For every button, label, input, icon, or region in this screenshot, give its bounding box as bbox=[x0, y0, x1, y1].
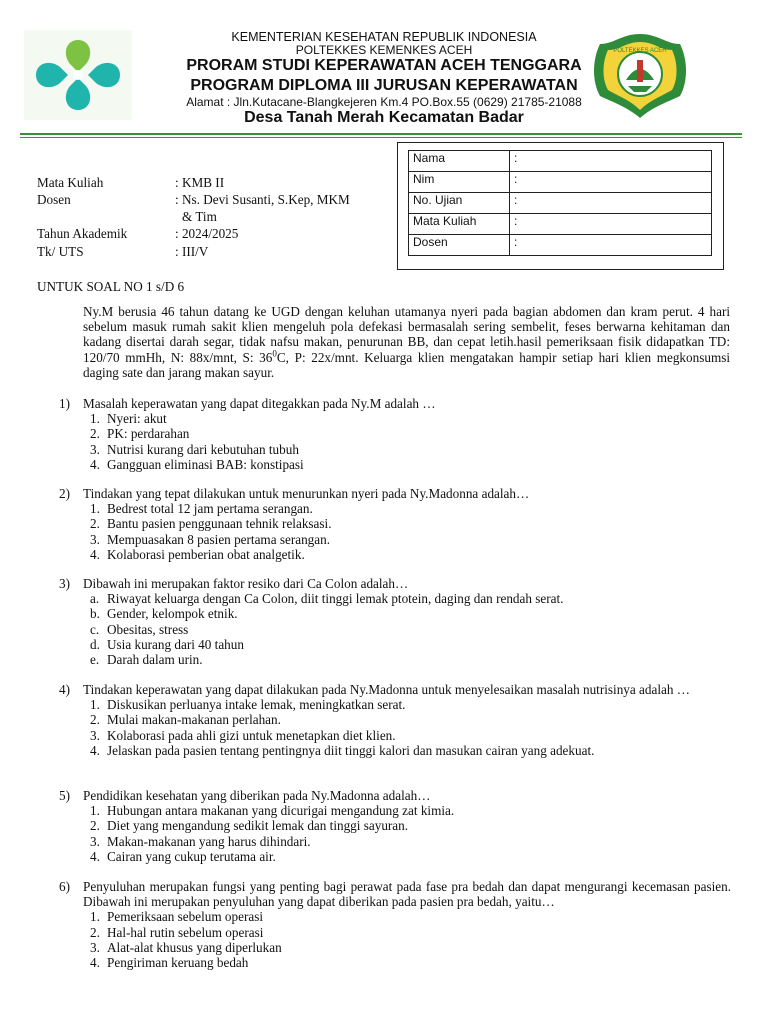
header-divider-thin bbox=[20, 137, 742, 138]
option-item[interactable]: 3. Kolaborasi pada ahli gizi untuk menetapkan diet klien. bbox=[90, 727, 396, 743]
info-label: Dosen bbox=[37, 192, 71, 207]
question-text: Pendidikan kesehatan yang diberikan pada Ny.Madonna adalah… bbox=[83, 788, 431, 803]
option-item[interactable]: c. Obesitas, stress bbox=[90, 621, 189, 637]
question-number: 3) bbox=[59, 576, 70, 591]
question-5 bbox=[59, 788, 731, 864]
option-list bbox=[59, 803, 731, 864]
identity-value-field[interactable]: : bbox=[510, 151, 712, 172]
option-item[interactable]: a. Riwayat keluarga dengan Ca Colon, diit tinggi lemak ptotein, daging dan rendah serat. bbox=[90, 591, 564, 607]
option-item[interactable]: 1. Nyeri: akut bbox=[90, 411, 167, 427]
question-number: 2) bbox=[59, 486, 70, 501]
identity-value-field[interactable]: : bbox=[510, 214, 712, 235]
option-item[interactable]: 1. Diskusikan perluanya intake lemak, meningkatkan serat. bbox=[90, 697, 406, 713]
question-3 bbox=[59, 576, 731, 667]
option-item[interactable]: 2. PK: perdarahan bbox=[90, 426, 190, 442]
identity-row-exam-no bbox=[409, 193, 712, 214]
option-item[interactable]: 3. Mempuasakan 8 pasien pertama serangan. bbox=[90, 531, 331, 547]
option-list bbox=[59, 501, 731, 562]
identity-label: Dosen bbox=[409, 235, 510, 256]
question-number: 4) bbox=[59, 682, 70, 697]
option-item[interactable]: 4. Kolaborasi pemberian obat analgetik. bbox=[90, 546, 305, 562]
option-item[interactable]: 3. Nutrisi kurang dari kebutuhan tubuh bbox=[90, 441, 299, 457]
option-list bbox=[59, 591, 731, 667]
option-list bbox=[59, 411, 731, 472]
header-divider bbox=[20, 133, 742, 135]
option-item[interactable]: 2. Bantu pasien penggunaan tehnik relaksasi. bbox=[90, 516, 332, 532]
question-text: Penyuluhan merupakan fungsi yang penting bagi perawat pada fase pra bedah dan dapat mengurangi kecemasan pasien. Dibawah ini merupakan penyuluhan yang dapat diberikan pada pasien pra bedah, yaitu… bbox=[83, 879, 731, 910]
identity-value-field[interactable]: : bbox=[510, 193, 712, 214]
identity-row-name bbox=[409, 151, 712, 172]
info-label: Mata Kuliah bbox=[37, 175, 104, 190]
program-title-1: PRORAM STUDI KEPERAWATAN ACEH TENGGARA bbox=[186, 57, 582, 74]
option-item[interactable]: 2. Hal-hal rutin sebelum operasi bbox=[90, 924, 264, 940]
ministry-name: KEMENTERIAN KESEHATAN REPUBLIK INDONESIA bbox=[231, 30, 537, 44]
case-paragraph bbox=[83, 304, 730, 380]
question-text: Masalah keperawatan yang dapat ditegakkan pada Ny.M adalah … bbox=[83, 396, 436, 411]
info-label: Tk/ UTS bbox=[37, 244, 84, 259]
info-value: : KMB II bbox=[175, 175, 225, 190]
identity-value-field[interactable]: : bbox=[510, 235, 712, 256]
info-value: & Tim bbox=[182, 209, 217, 224]
question-4 bbox=[59, 682, 731, 758]
option-item[interactable]: b. Gender, kelompok etnik. bbox=[90, 606, 238, 622]
option-list bbox=[59, 909, 731, 970]
option-item[interactable]: e. Darah dalam urin. bbox=[90, 652, 203, 668]
question-text: Tindakan yang tepat dilakukan untuk menurunkan nyeri pada Ny.Madonna adalah… bbox=[83, 486, 530, 501]
question-text: Dibawah ini merupakan faktor resiko dari Ca Colon adalah… bbox=[83, 576, 409, 591]
question-text: Tindakan keperawatan yang dapat dilakukan pada Ny.Madonna untuk menyelesaikan masalah nutrisinya adalah … bbox=[83, 682, 690, 697]
info-value: : III/V bbox=[175, 244, 209, 259]
option-item[interactable]: 1. Hubungan antara makanan yang dicurigai mengandung zat kimia. bbox=[90, 803, 455, 819]
option-item[interactable]: 4. Cairan yang cukup terutama air. bbox=[90, 848, 276, 864]
section-title: UNTUK SOAL NO 1 s/D 6 bbox=[37, 279, 185, 294]
option-item[interactable]: d. Usia kurang dari 40 tahun bbox=[90, 636, 244, 652]
location-line: Desa Tanah Merah Kecamatan Badar bbox=[244, 109, 524, 126]
address-line: Alamat : Jln.Kutacane-Blangkejeren Km.4 PO.Box.55 (0629) 21785-21088 bbox=[186, 95, 582, 109]
student-identity-table bbox=[408, 150, 712, 256]
student-identity-box bbox=[397, 142, 724, 270]
identity-label: No. Ujian bbox=[409, 193, 510, 214]
option-item[interactable]: 1. Bedrest total 12 jam pertama serangan. bbox=[90, 501, 313, 517]
identity-row-lecturer bbox=[409, 235, 712, 256]
identity-row-nim bbox=[409, 172, 712, 193]
question-number: 1) bbox=[59, 396, 70, 411]
program-title-2: PROGRAM DIPLOMA III JURUSAN KEPERAWATAN bbox=[190, 77, 578, 94]
info-label: Tahun Akademik bbox=[37, 226, 128, 241]
option-item[interactable]: 3. Alat-alat khusus yang diperlukan bbox=[90, 939, 282, 955]
case-text: Ny.M berusia 46 tahun datang ke UGD dengan keluhan utamanya nyeri pada bagian abdomen dan kram perut. 4 hari sebelum masuk rumah sakit klien mengeluh pola defekasi bermasalah sering sembelit, feses berwarna kehitaman dan kadang disertai darah segar, tidak nafsu makan, penurunan BB, dan cepat letih.hasil pemeriksaan fisik didapatkan TD: 120/70 mmHh, N: 88x/mnt, S: 36 bbox=[83, 304, 730, 365]
right-logo-text: POLTEKKES ACEH bbox=[613, 48, 667, 54]
institution-name: POLTEKKES KEMENKES ACEH bbox=[295, 43, 473, 57]
question-number: 6) bbox=[59, 879, 70, 894]
degree-superscript: 0 bbox=[272, 348, 277, 359]
option-item[interactable]: 2. Diet yang mengandung sedikit lemak dan tinggi sayuran. bbox=[90, 818, 409, 834]
option-item[interactable]: 4. Jelaskan pada pasien tentang pentingnya diit tinggi kalori dan masukan cairan yang adekuat. bbox=[90, 742, 595, 758]
option-list bbox=[59, 697, 731, 758]
info-value: : 2024/2025 bbox=[175, 226, 239, 241]
option-item[interactable]: 1. Pemeriksaan sebelum operasi bbox=[90, 909, 264, 925]
question-2 bbox=[59, 486, 731, 562]
info-value: : Ns. Devi Susanti, S.Kep, MKM bbox=[175, 192, 350, 207]
identity-row-course bbox=[409, 214, 712, 235]
identity-label: Nim bbox=[409, 172, 510, 193]
case-text-cont: C, P: 22x/mnt. Keluarga klien mengatakan hampir setiap hari klien megkonsumsi daging sate dan jarang makan sayur. bbox=[83, 349, 730, 380]
question-6 bbox=[59, 879, 731, 970]
question-number: 5) bbox=[59, 788, 70, 803]
identity-label: Nama bbox=[409, 151, 510, 172]
option-item[interactable]: 4. Pengiriman keruang bedah bbox=[90, 955, 249, 971]
identity-label: Mata Kuliah bbox=[409, 214, 510, 235]
identity-value-field[interactable]: : bbox=[510, 172, 712, 193]
question-1 bbox=[59, 396, 731, 472]
option-item[interactable]: 2. Mulai makan-makanan perlahan. bbox=[90, 712, 281, 728]
option-item[interactable]: 3. Makan-makanan yang harus dihindari. bbox=[90, 833, 311, 849]
option-item[interactable]: 4. Gangguan eliminasi BAB: konstipasi bbox=[90, 456, 304, 472]
